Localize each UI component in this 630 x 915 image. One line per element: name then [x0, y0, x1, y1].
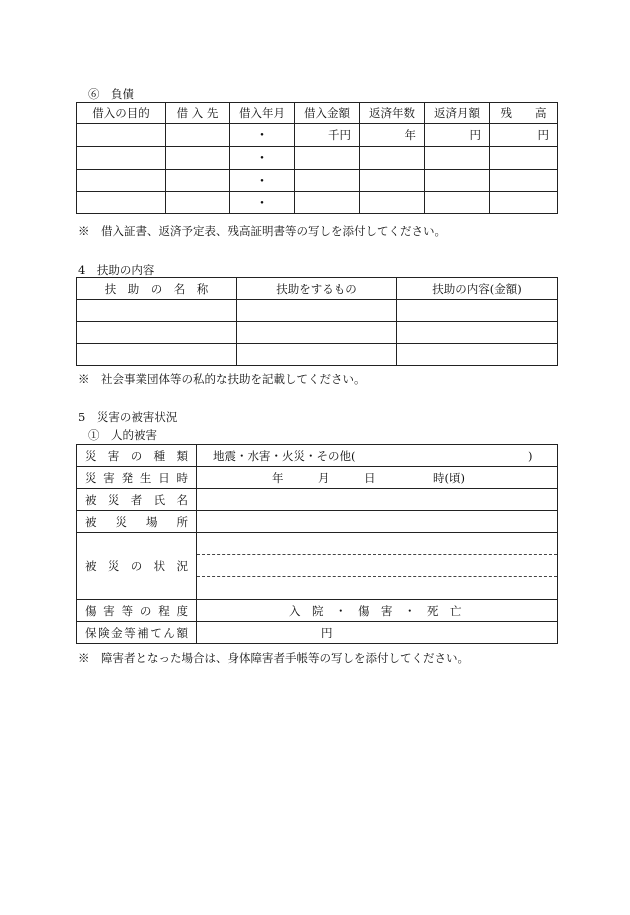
purpose-cell[interactable] [77, 124, 166, 147]
repay-years-cell[interactable] [360, 170, 425, 192]
repay-years-cell[interactable] [360, 192, 425, 214]
disaster-type-row [77, 445, 558, 467]
disaster-situation-label [77, 533, 197, 600]
support-note: ※ 社会事業団体等の私的な扶助を記載してください。 [78, 372, 366, 386]
table-row [77, 170, 558, 192]
table-row [77, 300, 558, 322]
label-char: 補 [137, 625, 149, 640]
label-char: 害 [103, 470, 115, 485]
borrow-date-cell[interactable]: ・ [230, 147, 295, 170]
victim-name-label [77, 489, 197, 511]
purpose-cell[interactable] [77, 192, 166, 214]
table-row [77, 124, 558, 147]
borrow-date-cell[interactable]: ・ [230, 124, 295, 147]
label-char: 被 [85, 514, 97, 529]
disaster-situation-value[interactable] [197, 533, 558, 600]
support-table [76, 277, 558, 366]
label-char: 災 [85, 448, 97, 463]
label-char: 額 [176, 625, 188, 640]
label-char: 発 [121, 470, 134, 485]
label-char: の [139, 603, 152, 618]
label-char: 被 [85, 559, 97, 573]
label-char: 等 [121, 603, 134, 618]
support-content-cell[interactable] [397, 300, 558, 322]
support-heading: 4 扶助の内容 [78, 263, 155, 277]
label-char: 時 [176, 470, 188, 485]
disaster-date-value[interactable]: 年 月 日 時(頃) [197, 467, 558, 489]
victim-name-row [77, 489, 558, 511]
lender-cell[interactable] [166, 192, 230, 214]
label-char: 生 [139, 470, 152, 485]
header-monthly-repay: 返済月額 [425, 103, 490, 124]
supporter-cell[interactable] [237, 300, 397, 322]
support-content-cell[interactable] [397, 322, 558, 344]
label-char: 類 [176, 448, 188, 463]
header-lender: 借 入 先 [166, 103, 230, 124]
situation-line [197, 533, 557, 555]
lender-cell[interactable] [166, 147, 230, 170]
monthly-repay-cell[interactable]: 円 [425, 124, 490, 147]
label-char: の [130, 559, 143, 573]
header-balance: 残 高 [490, 103, 558, 124]
disaster-type-value[interactable]: 地震・水害・火災・その他( ) [197, 445, 558, 467]
borrow-amount-cell[interactable]: 千円 [295, 124, 360, 147]
label-char: 場 [146, 514, 158, 529]
table-row [77, 147, 558, 170]
table-row [77, 192, 558, 214]
disaster-place-value[interactable] [197, 511, 558, 533]
table-row [77, 322, 558, 344]
label-char: 種 [153, 448, 166, 463]
lender-cell[interactable] [166, 170, 230, 192]
disaster-date-row [77, 467, 558, 489]
liabilities-note: ※ 借入証書、返済予定表、残高証明書等の写しを添付してください。 [78, 224, 446, 238]
human-damage-subheading: ① 人的被害 [88, 428, 157, 442]
label-char: 者 [130, 492, 143, 507]
supporter-cell[interactable] [237, 344, 397, 366]
support-name-cell[interactable] [77, 322, 237, 344]
label-char: 災 [107, 492, 120, 507]
label-char: 保 [85, 625, 97, 640]
label-char: 等 [124, 625, 136, 640]
monthly-repay-cell[interactable] [425, 147, 490, 170]
insurance-row [77, 622, 558, 644]
header-support-content: 扶助の内容(金額) [397, 278, 558, 300]
injury-degree-label [77, 600, 197, 622]
disaster-place-label [77, 511, 197, 533]
support-name-cell[interactable] [77, 300, 237, 322]
label-char: 名 [176, 492, 188, 507]
support-name-cell[interactable] [77, 344, 237, 366]
balance-cell[interactable]: 円 [490, 124, 558, 147]
label-char: 害 [107, 448, 120, 463]
lender-cell[interactable] [166, 124, 230, 147]
liabilities-heading: ⑥ 負債 [88, 87, 134, 101]
support-content-cell[interactable] [397, 344, 558, 366]
insurance-value[interactable]: 円 [197, 622, 558, 644]
label-char: 度 [176, 603, 188, 618]
balance-cell[interactable] [490, 192, 558, 214]
label-char: 険 [98, 625, 110, 640]
label-char: 被 [85, 492, 97, 507]
label-char: 所 [176, 514, 188, 529]
table-row [77, 344, 558, 366]
liabilities-table [76, 102, 558, 214]
label-char: 日 [158, 470, 170, 485]
label-char: 災 [85, 470, 97, 485]
label-char: 傷 [85, 603, 97, 618]
purpose-cell[interactable] [77, 170, 166, 192]
injury-degree-value[interactable]: 入 院 ・ 傷 害 ・ 死 亡 [197, 600, 558, 622]
disaster-situation-row [77, 533, 558, 600]
borrow-amount-cell[interactable] [295, 147, 360, 170]
header-purpose: 借入の目的 [77, 103, 166, 124]
victim-name-value[interactable] [197, 489, 558, 511]
header-support-name: 扶 助 の 名 称 [77, 278, 237, 300]
situation-line [197, 555, 557, 577]
label-char: 状 [153, 559, 166, 573]
label-char: て [150, 625, 162, 640]
borrow-date-cell[interactable]: ・ [230, 170, 295, 192]
disaster-heading: 5 災害の被害状況 [78, 410, 178, 424]
label-char: 氏 [153, 492, 166, 507]
liabilities-header-row [77, 103, 558, 124]
label-char: 災 [107, 559, 120, 573]
supporter-cell[interactable] [237, 322, 397, 344]
balance-cell[interactable] [490, 147, 558, 170]
support-header-row [77, 278, 558, 300]
borrow-date-cell[interactable]: ・ [230, 192, 295, 214]
disaster-type-label [77, 445, 197, 467]
header-borrow-date: 借入年月 [230, 103, 295, 124]
label-char: 災 [115, 514, 127, 529]
balance-cell[interactable] [490, 170, 558, 192]
injury-degree-row [77, 600, 558, 622]
disaster-note: ※ 障害者となった場合は、身体障害者手帳等の写しを添付してください。 [78, 651, 469, 665]
repay-years-cell[interactable]: 年 [360, 124, 425, 147]
monthly-repay-cell[interactable] [425, 170, 490, 192]
monthly-repay-cell[interactable] [425, 192, 490, 214]
label-char: 害 [103, 603, 115, 618]
borrow-amount-cell[interactable] [295, 170, 360, 192]
insurance-label [77, 622, 197, 644]
repay-years-cell[interactable] [360, 147, 425, 170]
label-char: の [130, 448, 143, 463]
purpose-cell[interactable] [77, 147, 166, 170]
borrow-amount-cell[interactable] [295, 192, 360, 214]
header-borrow-amount: 借入金額 [295, 103, 360, 124]
disaster-table [76, 444, 558, 644]
label-char: ん [163, 625, 175, 640]
header-supporter: 扶助をするもの [237, 278, 397, 300]
header-repay-years: 返済年数 [360, 103, 425, 124]
disaster-place-row [77, 511, 558, 533]
label-char: 程 [158, 603, 170, 618]
label-char: 況 [176, 559, 188, 573]
label-char: 金 [111, 625, 123, 640]
disaster-date-label [77, 467, 197, 489]
